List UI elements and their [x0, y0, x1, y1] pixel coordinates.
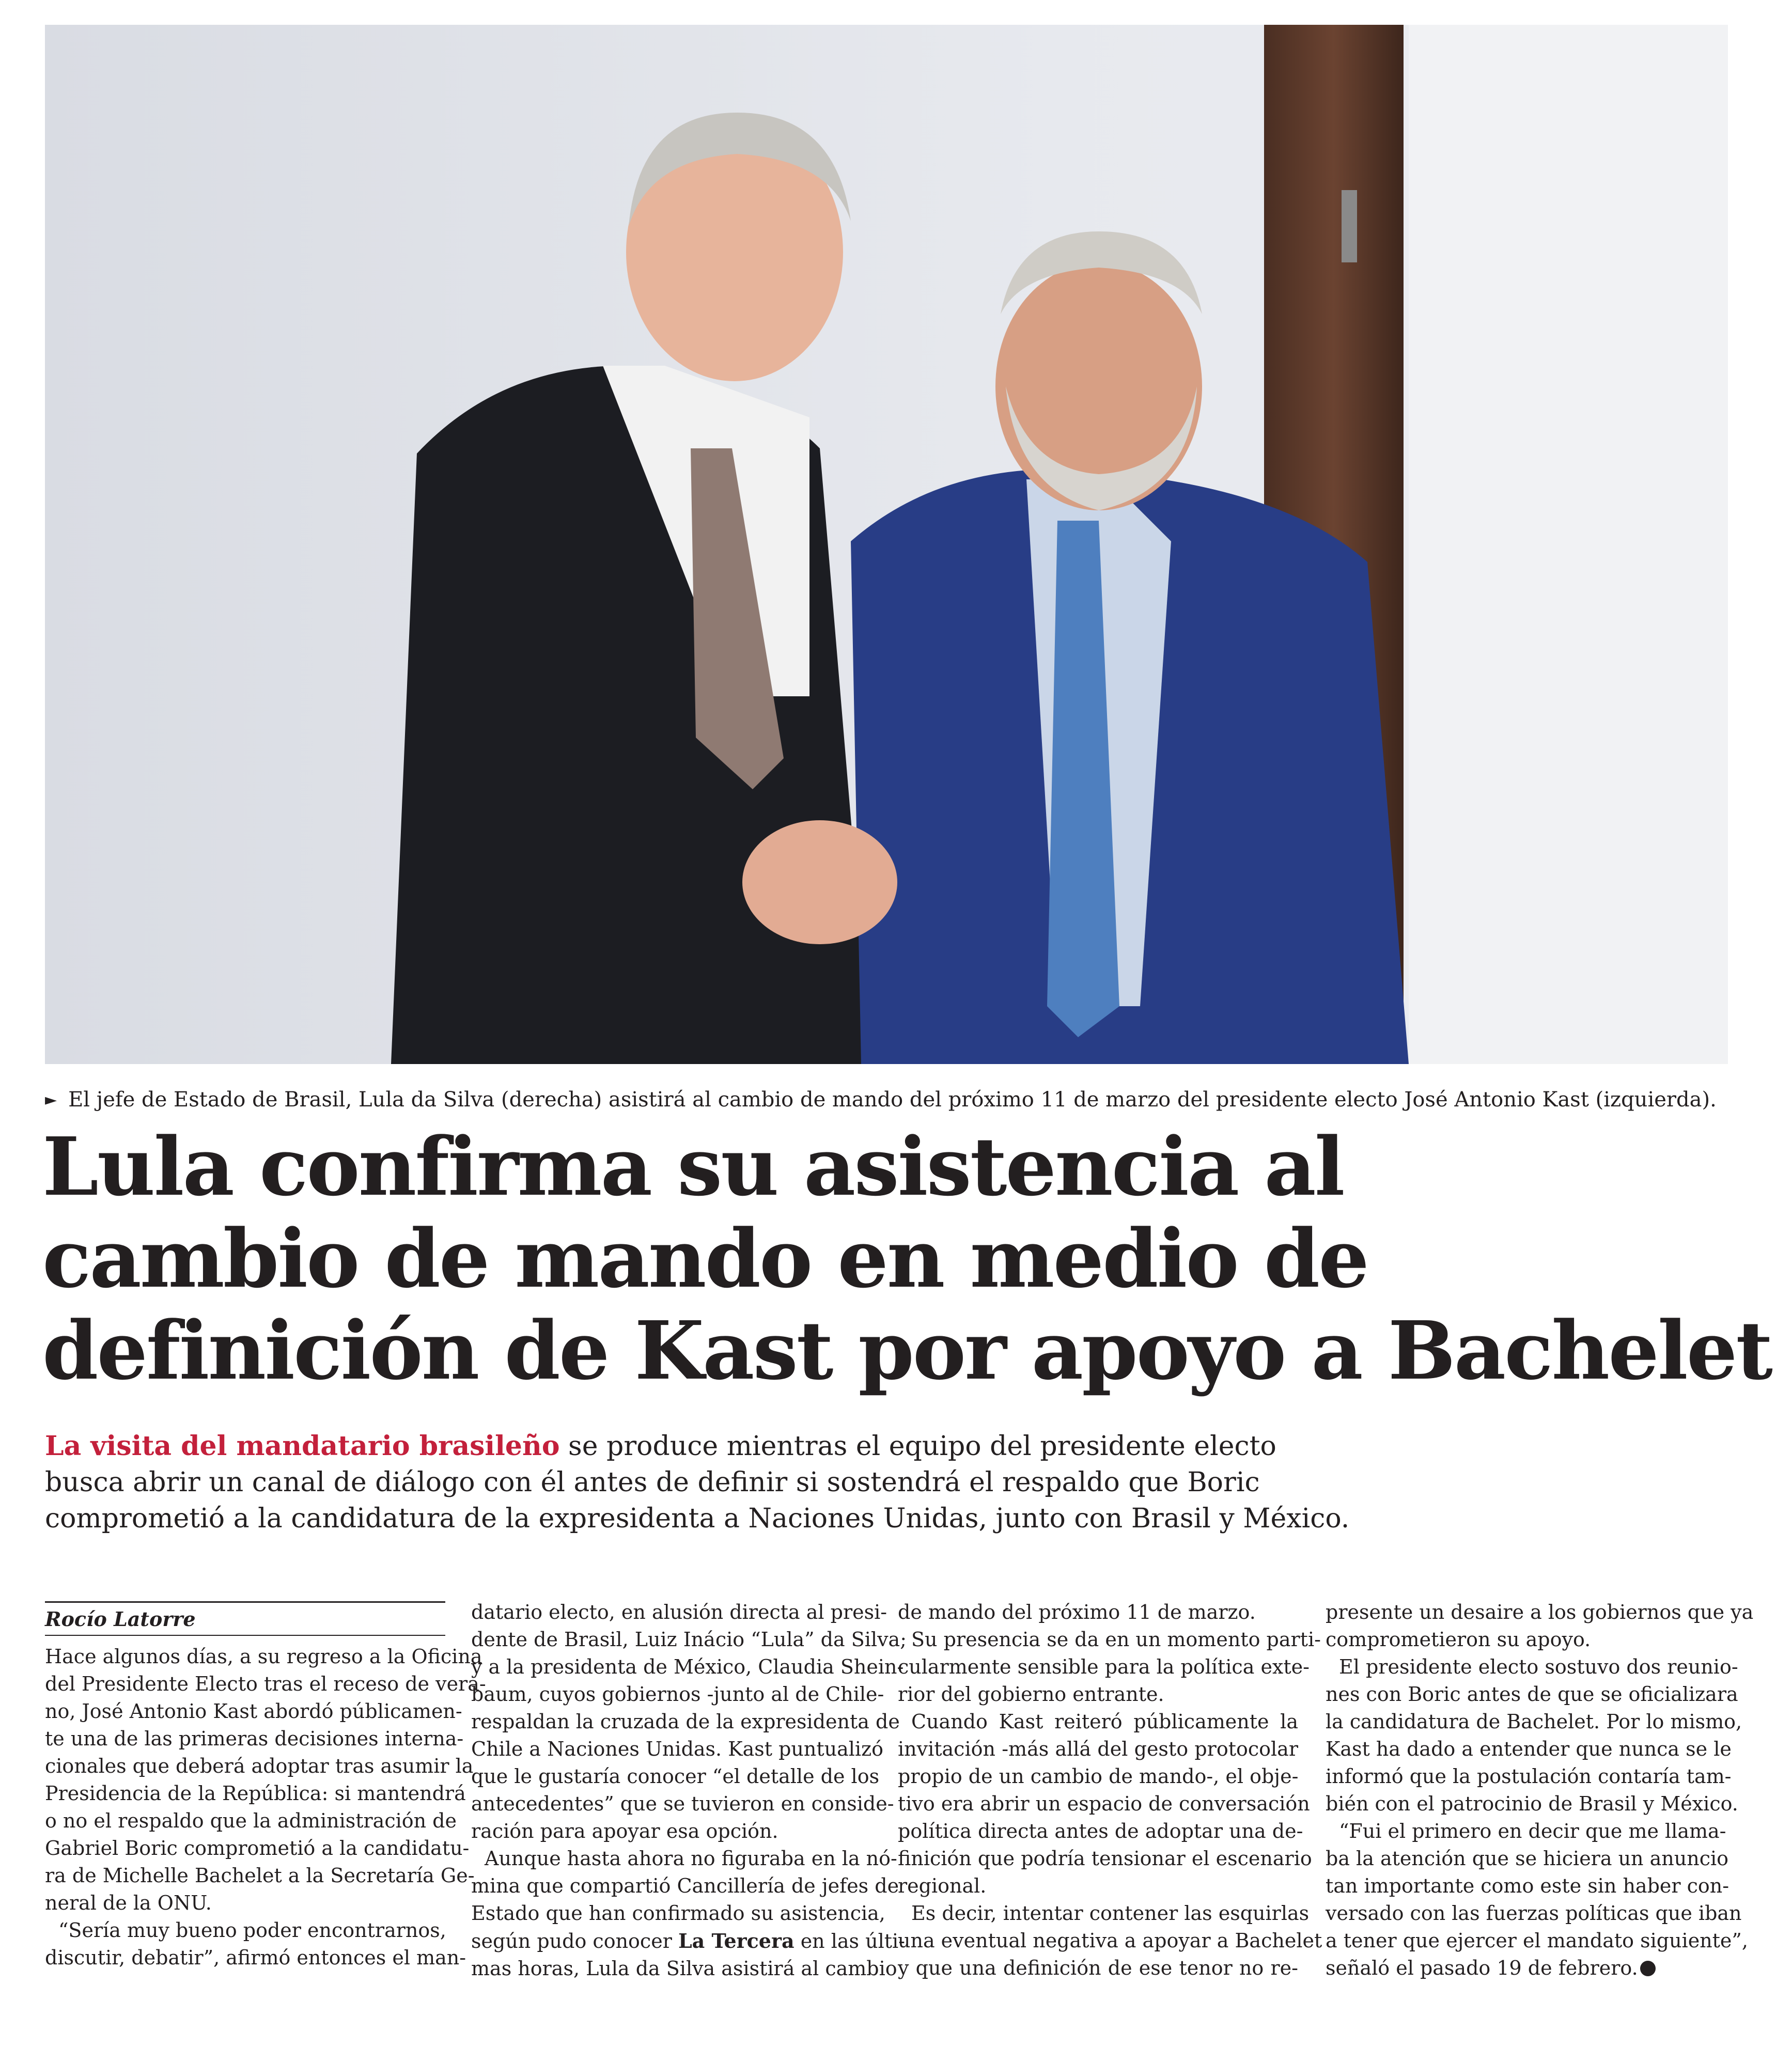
- body-line: no, José Antonio Kast abordó públicamen-: [45, 1700, 462, 1723]
- body-text: en las últi-: [794, 1930, 906, 1952]
- body-line: El presidente electo sostuvo dos reunio-: [1339, 1655, 1738, 1678]
- body-line: tan importante como este sin haber con-: [1326, 1874, 1729, 1897]
- headline-line: definición de Kast por apoyo a Bachelet: [42, 1303, 1771, 1398]
- lead-kicker: La visita del mandatario brasileño: [45, 1430, 560, 1462]
- body-line: cionales que deberá adoptar tras asumir la: [45, 1755, 474, 1777]
- body-text: señaló el pasado 19 de febrero.: [1326, 1957, 1638, 1979]
- byline: Rocío Latorre: [45, 1607, 196, 1631]
- body-line: política directa antes de adoptar una de-: [898, 1820, 1303, 1842]
- body-line: o no el respaldo que la administración de: [45, 1809, 457, 1832]
- headline-line: Lula confirma su asistencia al: [42, 1119, 1344, 1214]
- body-line: y a la presidenta de México, Claudia Shein-: [471, 1655, 904, 1678]
- body-line: [1326, 1955, 1726, 1982]
- body-line: neral de la ONU.: [45, 1892, 212, 1914]
- end-mark-icon: [1640, 1961, 1656, 1976]
- body-line: regional.: [898, 1874, 987, 1897]
- body-line: ración para apoyar esa opción.: [471, 1820, 778, 1842]
- article-column-4: [1326, 1599, 1754, 1982]
- body-text: según pudo conocer: [471, 1930, 678, 1952]
- body-line: de mando del próximo 11 de marzo.: [898, 1601, 1256, 1623]
- body-line: mina que compartió Cancillería de jefes de: [471, 1874, 899, 1897]
- body-line: baum, cuyos gobiernos -junto al de Chile-: [471, 1683, 884, 1706]
- byline-box: [45, 1601, 445, 1636]
- photo-illustration: [45, 25, 1728, 1064]
- article-column-3: [898, 1599, 1322, 1982]
- body-line: comprometieron su apoyo.: [1326, 1628, 1591, 1651]
- body-line: a tener que ejercer el mandato siguiente”,: [1326, 1929, 1748, 1952]
- body-line: Kast ha dado a entender que nunca se le: [1326, 1738, 1732, 1760]
- body-line: rior del gobierno entrante.: [898, 1683, 1164, 1706]
- body-line: Cuando Kast reiteró públicamente la: [911, 1710, 1298, 1733]
- body-line: Chile a Naciones Unidas. Kast puntualizó: [471, 1738, 883, 1760]
- body-line: Presidencia de la República: si mantendrá: [45, 1782, 466, 1805]
- caption-text: El jefe de Estado de Brasil, Lula da Silva (derecha) asistirá al cambio de mando del próximo 11 de marzo del presidente electo José Antonio Kast (izquierda).: [68, 1088, 1717, 1112]
- body-line: mas horas, Lula da Silva asistirá al cambio: [471, 1957, 897, 1980]
- article-photo: [45, 25, 1728, 1064]
- body-line: respaldan la cruzada de la expresidenta de: [471, 1710, 900, 1733]
- body-line: Es decir, intentar contener las esquirlas: [911, 1902, 1310, 1925]
- lead-paragraph: [45, 1428, 1388, 1537]
- body-line: cularmente sensible para la política exte-: [898, 1655, 1310, 1678]
- body-line: Estado que han confirmado su asistencia,: [471, 1902, 885, 1925]
- body-line: y que una definición de ese tenor no re-: [898, 1957, 1298, 1979]
- article-column-1: [45, 1601, 486, 1972]
- body-line: Su presencia se da en un momento parti-: [911, 1628, 1321, 1651]
- body-line: ra de Michelle Bachelet a la Secretaría Ge-: [45, 1864, 475, 1887]
- body-line: “Sería muy bueno poder encontrarnos,: [58, 1919, 446, 1942]
- body-line: “Fui el primero en decir que me llama-: [1339, 1820, 1726, 1842]
- article-column-2: [471, 1599, 907, 1982]
- body-line: bién con el patrocinio de Brasil y México.: [1326, 1792, 1738, 1815]
- body-line: presente un desaire a los gobiernos que ya: [1326, 1601, 1754, 1623]
- body-line: que le gustaría conocer “el detalle de los: [471, 1765, 880, 1788]
- headline: [42, 1119, 1771, 1398]
- body-line: Aunque hasta ahora no figuraba en la nó-: [485, 1847, 897, 1870]
- body-line: una eventual negativa a apoyar a Bachelet: [898, 1929, 1322, 1952]
- headline-line: cambio de mando en medio de: [42, 1211, 1368, 1306]
- body-line: discutir, debatir”, afirmó entonces el man-: [45, 1946, 466, 1969]
- body-line: antecedentes” que se tuvieron en conside-: [471, 1792, 894, 1815]
- body-line: [471, 1927, 906, 1955]
- body-line: del Presidente Electo tras el receso de vera-: [45, 1673, 486, 1695]
- caption-arrow-icon: ►: [45, 1091, 57, 1109]
- body-line: Hace algunos días, a su regreso a la Oficina: [45, 1645, 482, 1668]
- body-line: la candidatura de Bachelet. Por lo mismo,: [1326, 1710, 1742, 1733]
- body-line: invitación -más allá del gesto protocolar: [898, 1738, 1298, 1760]
- body-line: dente de Brasil, Luiz Inácio “Lula” da Silva;: [471, 1628, 907, 1651]
- body-line: te una de las primeras decisiones interna-: [45, 1727, 464, 1750]
- body-line: datario electo, en alusión directa al presi-: [471, 1601, 887, 1623]
- publication-name: La Tercera: [678, 1929, 794, 1952]
- lead-text: se produce mientras el equipo del presidente electo: [559, 1431, 1276, 1462]
- body-line: Gabriel Boric comprometió a la candidatu-: [45, 1837, 470, 1860]
- body-line: informó que la postulación contaría tam-: [1326, 1765, 1732, 1788]
- body-line: tivo era abrir un espacio de conversación: [898, 1792, 1310, 1815]
- lead-text: busca abrir un canal de diálogo con él antes de definir si sostendrá el respaldo que Boric: [45, 1467, 1260, 1498]
- body-line: finición que podría tensionar el escenario: [898, 1847, 1312, 1870]
- body-line: nes con Boric antes de que se oficializara: [1326, 1683, 1738, 1706]
- photo-caption: [45, 1085, 1728, 1115]
- body-line: versado con las fuerzas políticas que iban: [1326, 1902, 1742, 1925]
- lead-text: comprometió a la candidatura de la expresidenta a Naciones Unidas, junto con Brasil y México.: [45, 1503, 1350, 1534]
- body-line: ba la atención que se hiciera un anuncio: [1326, 1847, 1729, 1870]
- body-line: propio de un cambio de mando-, el obje-: [898, 1765, 1299, 1788]
